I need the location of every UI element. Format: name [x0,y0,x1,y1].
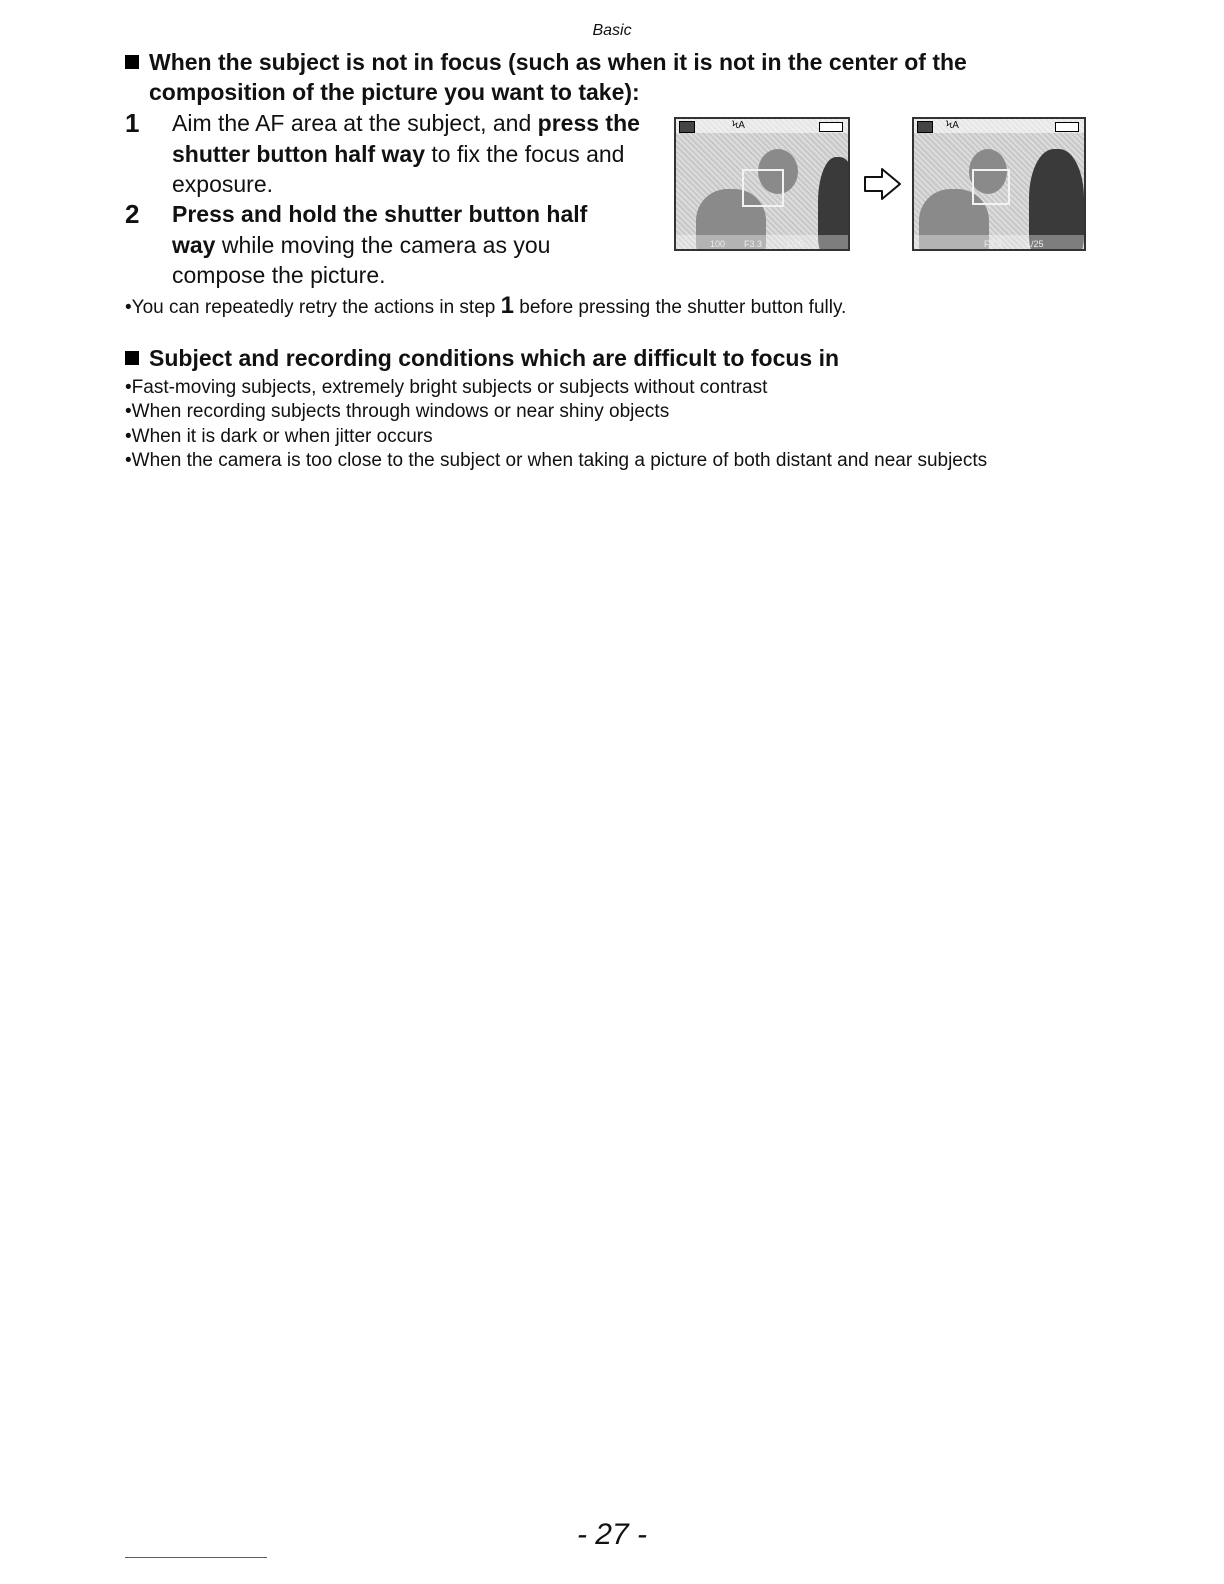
list-item: •When recording subjects through windows or near shiny objects [125,401,670,422]
camera-mode-icon [917,121,933,133]
list-item: •When it is dark or when jitter occurs [125,426,433,447]
heading-not-in-focus [125,47,1065,107]
camera-screen-before [674,117,850,251]
aperture-readout: F3.3 [744,239,763,249]
af-area-frame [972,169,1010,205]
step-2-bold: Press and hold the shutter button half way [172,201,588,258]
square-bullet-icon [125,351,139,365]
shutter-readout: 1/25 [1026,239,1044,249]
footer-rule [125,1557,267,1558]
af-area-frame [742,169,784,207]
shutter-readout: 1/25 [786,239,804,249]
note-prefix: •You can repeatedly retry the actions in step [125,297,501,318]
right-arrow-icon [862,166,904,202]
heading-line-2: composition of the picture you want to take): [149,79,640,105]
note-step-ref: 1 [500,292,514,319]
heading2-text: Subject and recording conditions which are difficult to focus in [149,345,840,371]
square-bullet-icon [125,55,139,69]
step-1-text [172,108,657,200]
list-item: •When the camera is too close to the subject or when taking a picture of both distant and near subjects [125,450,988,471]
list-item: •Fast-moving subjects, extremely bright subjects or subjects without contrast [125,377,768,398]
flash-auto-icon: ϞA [732,120,745,131]
section-tag: Basic [592,22,632,39]
battery-icon [819,122,843,132]
note-suffix: before pressing the shutter button fully. [513,297,847,318]
step-1-bold: press the shutter button half way [172,110,640,167]
heading-line-1: When the subject is not in focus (such as when it is not in the center of the [149,49,967,75]
step-2-text-b: while moving the camera as you compose the picture. [172,231,551,288]
retry-note [125,293,1115,320]
step-number-1: 1 [125,108,140,138]
step-1-text-b: to fix the focus and exposure. [172,140,625,197]
step-2-text [172,199,632,291]
aperture-readout: F3.3 [984,239,1003,249]
page-number: - 27 - [576,1518,648,1551]
heading-difficult-conditions [125,343,1065,373]
camera-screen-after [912,117,1086,251]
iso-readout: 100 [710,239,726,249]
camera-mode-icon [679,121,695,133]
step-1-text-a: Aim the AF area at the subject, and [172,110,538,136]
step-number-2: 2 [125,199,140,229]
flash-auto-icon: ϞA [946,120,959,131]
battery-icon [1055,122,1079,132]
